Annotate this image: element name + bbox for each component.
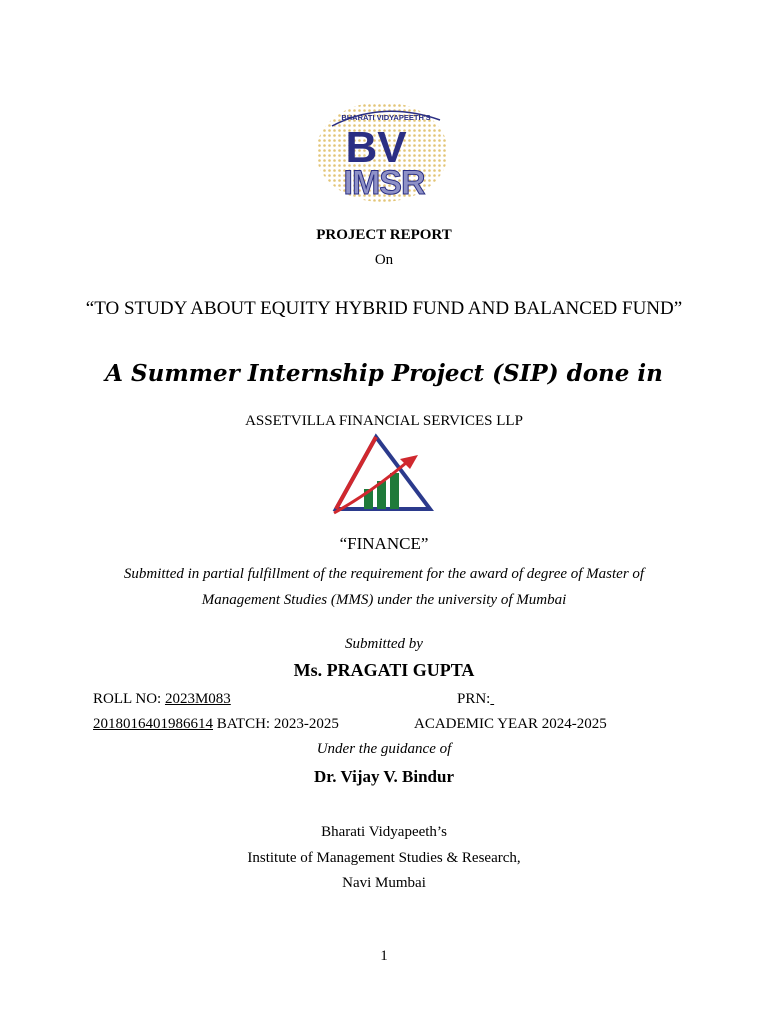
roll-value: 2023M083	[164, 691, 231, 707]
logo-top-text: BHARATI VIDYAPEETH'S	[341, 113, 431, 122]
roll-row	[0, 691, 768, 711]
batch: BATCH: 2023-2025	[213, 716, 339, 732]
company-name: ASSETVILLA FINANCIAL SERVICES LLP	[245, 413, 523, 429]
guidance-label: Under the guidance of	[316, 741, 452, 757]
roll-number	[93, 691, 231, 708]
sip-heading: A Summer Internship Project (SIP) done in	[105, 360, 663, 387]
on-label: On	[374, 252, 394, 268]
page-number: 1	[380, 948, 388, 964]
specialisation: “FINANCE”	[339, 534, 429, 553]
student-name: Ms. PRAGATI GUPTA	[293, 660, 475, 680]
logo-bv-text: BV	[345, 123, 407, 172]
prn-label: PRN:	[457, 691, 491, 707]
guide-name: Dr. Vijay V. Bindur	[314, 767, 454, 786]
academic-year: ACADEMIC YEAR 2024-2025	[414, 716, 607, 732]
prn-value: 2018016401986614	[93, 716, 213, 732]
logo-imsr-text: IMSR	[343, 164, 425, 202]
project-title: “TO STUDY ABOUT EQUITY HYBRID FUND AND BALANCED FUND”	[85, 298, 683, 319]
submitted-by-label: Submitted by	[345, 636, 423, 652]
roll-label: ROLL NO:	[93, 691, 165, 707]
report-label: PROJECT REPORT	[316, 227, 452, 243]
bvimsr-logo	[312, 98, 456, 206]
institute-line-3: Navi Mumbai	[342, 875, 426, 891]
institute-line-2: Institute of Management Studies & Research,	[247, 850, 521, 866]
prn-and-batch	[93, 716, 339, 733]
batch-row	[0, 716, 768, 736]
institute-line-1: Bharati Vidyapeeth’s	[321, 824, 447, 840]
rising-chart-triangle-icon	[330, 433, 434, 517]
fulfillment-statement: Submitted in partial fulfillment of the requirement for the award of degree of Master of Management Studies (MMS) under the university of Mumbai	[123, 566, 645, 608]
